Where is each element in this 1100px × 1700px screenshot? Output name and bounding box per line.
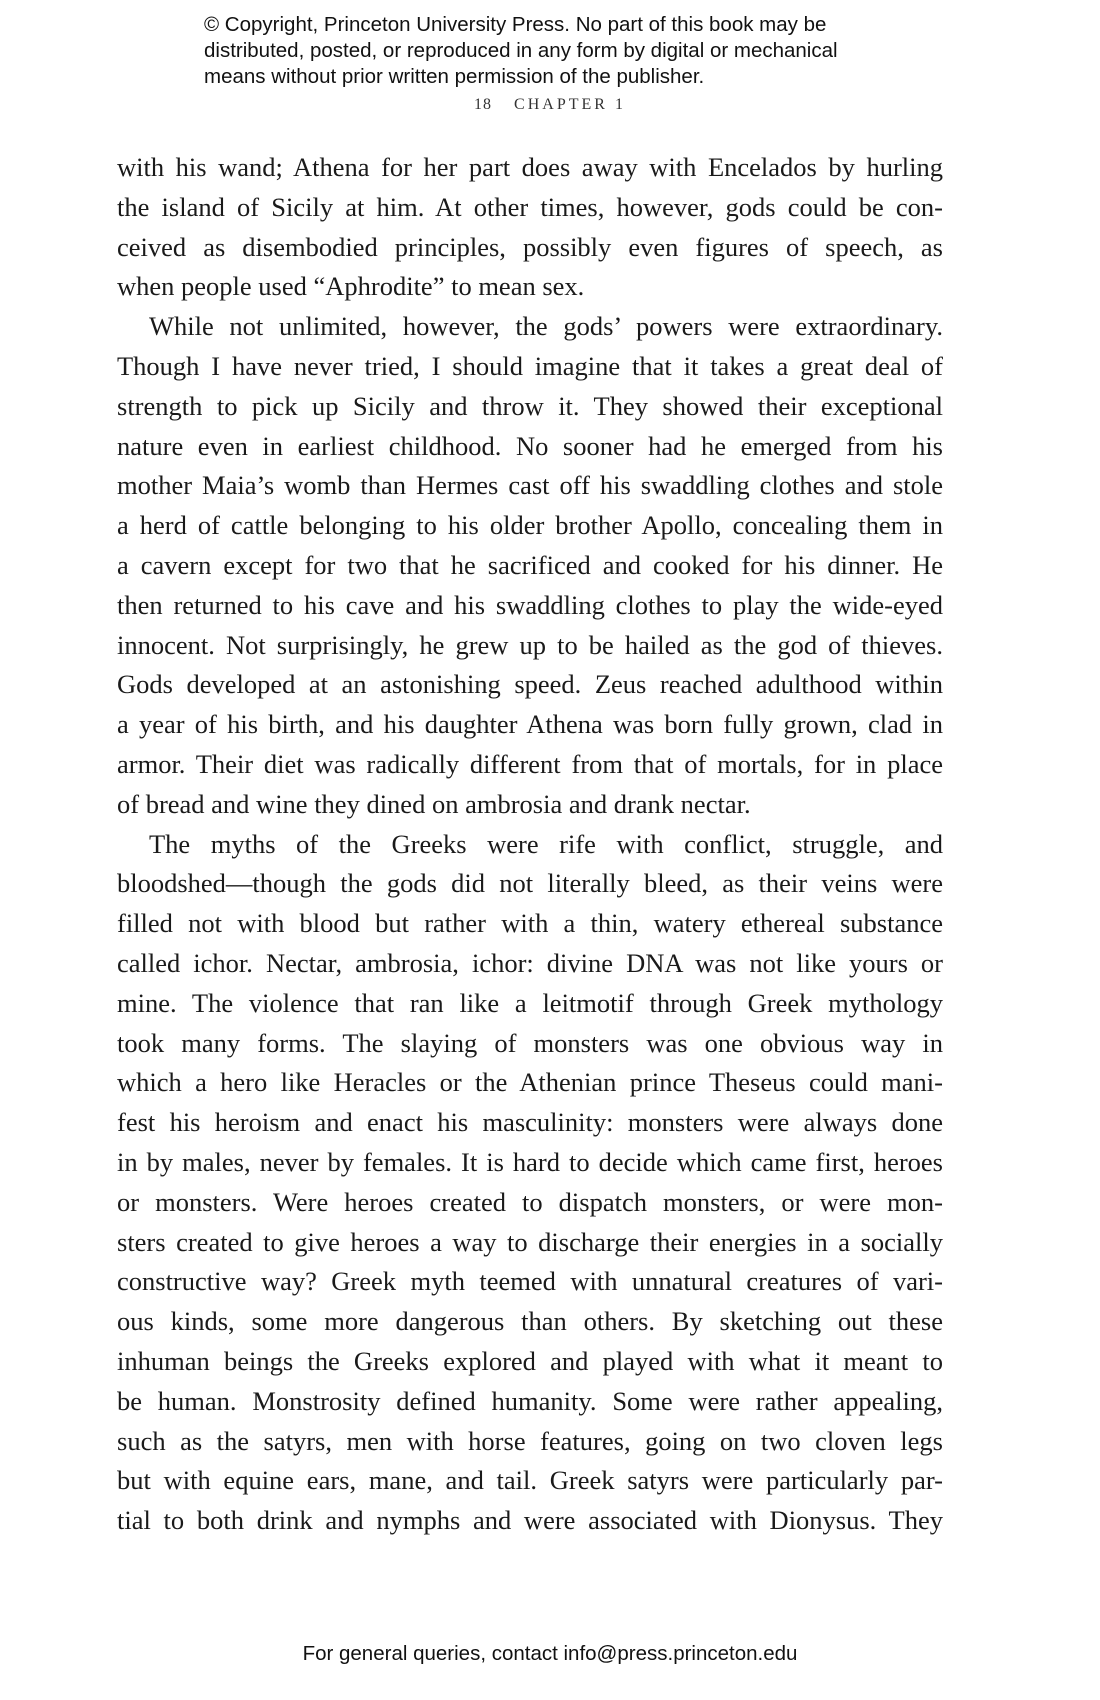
chapter-label: CHAPTER 1 bbox=[514, 96, 626, 113]
text-line: constructive way? Greek myth teemed with unnatural creatures of vari- bbox=[117, 1266, 943, 1297]
text-line: mother Maia’s womb than Hermes cast off his swaddling clothes and stole bbox=[117, 470, 943, 501]
text-line: armor. Their diet was radically different from that of mortals, for in place bbox=[117, 748, 943, 779]
text-line: of bread and wine they dined on ambrosia and drank nectar. bbox=[117, 788, 751, 819]
paragraph bbox=[117, 825, 943, 1541]
text-line: when people used “Aphrodite” to mean sex. bbox=[117, 271, 585, 302]
copyright-line: distributed, posted, or reproduced in any form by digital or mechanical bbox=[204, 39, 838, 62]
text-line: or monsters. Were heroes created to dispatch monsters, or were mon- bbox=[117, 1186, 943, 1217]
text-line: inhuman beings the Greeks explored and played with what it meant to bbox=[117, 1345, 943, 1376]
text-line: a herd of cattle belonging to his older brother Apollo, concealing them in bbox=[117, 510, 943, 541]
text-line: in by males, never by females. It is hard to decide which came first, heroes bbox=[117, 1146, 943, 1177]
text-line: a year of his birth, and his daughter Athena was born fully grown, clad in bbox=[117, 709, 943, 740]
page-number: 18 bbox=[474, 96, 493, 113]
text-line: ous kinds, some more dangerous than others. By sketching out these bbox=[117, 1306, 943, 1337]
text-line: Though I have never tried, I should imagine that it takes a great deal of bbox=[117, 350, 943, 381]
text-line: the island of Sicily at him. At other times, however, gods could be con- bbox=[117, 191, 943, 222]
copyright-line: © Copyright, Princeton University Press. No part of this book may be bbox=[204, 13, 827, 36]
body-text bbox=[117, 148, 943, 1541]
copyright-notice bbox=[204, 12, 924, 90]
text-line: filled not with blood but rather with a thin, watery ethereal substance bbox=[117, 908, 943, 939]
text-line: sters created to give heroes a way to discharge their energies in a socially bbox=[117, 1226, 943, 1257]
text-line: took many forms. The slaying of monsters was one obvious way in bbox=[117, 1027, 943, 1058]
paragraph bbox=[117, 148, 943, 307]
text-line: then returned to his cave and his swaddling clothes to play the wide-eyed bbox=[117, 589, 943, 620]
copyright-line: means without prior written permission of the publisher. bbox=[204, 65, 705, 88]
text-line: Gods developed at an astonishing speed. Zeus reached adulthood within bbox=[117, 669, 943, 700]
text-line: mine. The violence that ran like a leitmotif through Greek mythology bbox=[117, 987, 943, 1018]
text-line: nature even in earliest childhood. No sooner had he emerged from his bbox=[117, 430, 943, 461]
text-line: a cavern except for two that he sacrificed and cooked for his dinner. He bbox=[117, 549, 943, 580]
text-line: bloodshed—though the gods did not literally bleed, as their veins were bbox=[117, 868, 943, 899]
text-line: with his wand; Athena for her part does away with Encelados by hurling bbox=[117, 152, 943, 182]
text-line: fest his heroism and enact his masculinity: monsters were always done bbox=[117, 1107, 943, 1138]
text-line: While not unlimited, however, the gods’ powers were extraordinary. bbox=[149, 311, 943, 342]
running-head bbox=[0, 96, 1100, 114]
footer-contact: For general queries, contact info@press.princeton.edu bbox=[302, 1642, 798, 1665]
text-line: called ichor. Nectar, ambrosia, ichor: divine DNA was not like yours or bbox=[117, 947, 943, 978]
text-line: The myths of the Greeks were rife with conflict, struggle, and bbox=[149, 828, 943, 859]
text-line: be human. Monstrosity defined humanity. Some were rather appealing, bbox=[117, 1385, 943, 1416]
text-line: ceived as disembodied principles, possibly even figures of speech, as bbox=[117, 231, 943, 262]
text-line: which a hero like Heracles or the Athenian prince Theseus could mani- bbox=[117, 1067, 943, 1098]
text-line: but with equine ears, mane, and tail. Greek satyrs were particularly par- bbox=[117, 1465, 943, 1496]
text-line: tial to both drink and nymphs and were associated with Dionysus. They bbox=[117, 1505, 943, 1536]
text-line: such as the satyrs, men with horse features, going on two cloven legs bbox=[117, 1425, 943, 1456]
text-line: strength to pick up Sicily and throw it. They showed their exceptional bbox=[117, 390, 943, 421]
text-line: innocent. Not surprisingly, he grew up to be hailed as the god of thieves. bbox=[117, 629, 943, 660]
paragraph bbox=[117, 307, 943, 824]
